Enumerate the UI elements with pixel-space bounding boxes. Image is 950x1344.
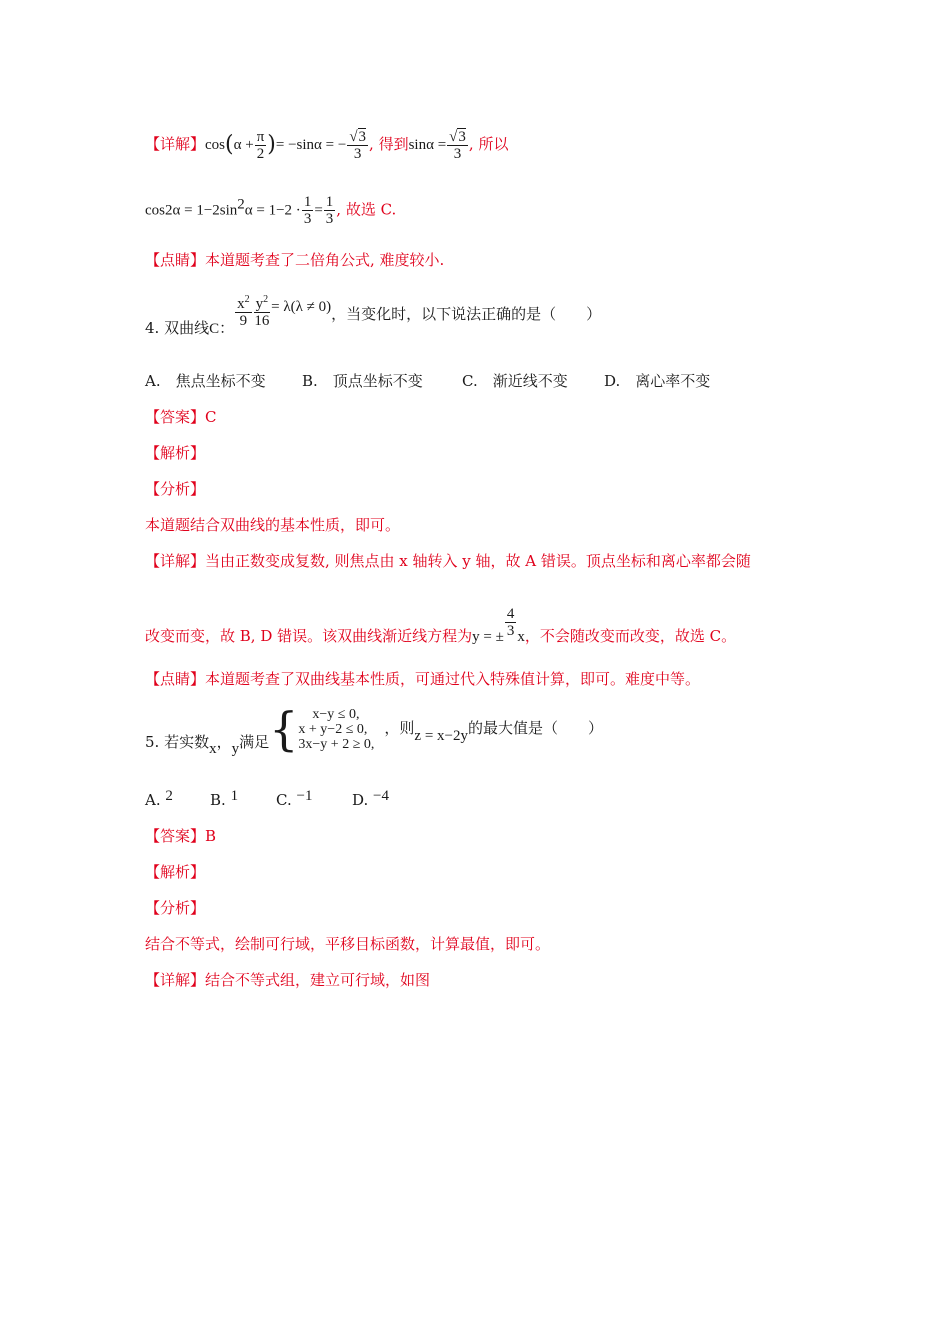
q4-options [145,371,710,391]
fraction-1-over-3-b: $\frac{1}{3}$ [325,194,334,227]
solution-line-2 [145,194,396,227]
q4-math-c: C： [209,320,235,337]
fraction-den: 2 [256,145,265,162]
q4-prefix: 4. 双曲线 [145,318,210,337]
q4-detail-post: ，不会随改变而改变，故选 C。 [524,626,737,645]
fraction-pi-over-2 [255,129,267,162]
q4-detail-line-2 [145,606,737,645]
fraction-den: 3 [453,146,462,162]
paren-close: ) [267,132,276,157]
math-alpha-plus: α + [233,137,254,153]
q5-math-z: z = x−2y [414,728,468,744]
q5-reasoning-text: 结合不等式，绘制可行域，平移目标函数，计算最值，即可。 [145,935,551,953]
math-cos: cos [205,137,226,153]
q4-math-y: y = ± [472,628,504,645]
q5-analysis-heading: 【解析】 [145,863,206,881]
q5-options [145,790,389,811]
q5-math-y: y [231,741,240,757]
q4-math-rhs: = λ(λ ≠ 0) [271,298,332,315]
question-5 [145,702,603,757]
math-sina-eq: sinα = [408,137,447,153]
q4-answer: 【答案】C [145,408,217,426]
q5-option-c: C. −1 [276,788,313,809]
fraction-num: √3 [349,129,367,145]
q5-math-x: x [209,741,217,757]
q5-prefix: 5. 若实数 [145,733,210,751]
math-rest: α = 1−2 · [244,202,301,219]
fraction-1-over-3: $\frac{1}{3}$ [303,194,312,227]
fraction-num: π [256,128,265,145]
tag-detail: 【详解】 [145,135,206,153]
comment-line-3: 【点睛】本道题考查了二倍角公式, 难度较小. [145,251,445,269]
q4-option-b: B. 顶点坐标不变 [302,372,423,390]
q5-detail: 【详解】结合不等式组，建立可行域，如图 [145,971,431,989]
inequality-1: x−y ≤ 0, [312,706,360,722]
text-get: , 得到 [369,135,409,153]
fraction-sqrt3-over-3 [347,128,368,162]
q5-option-a: A. 2 [145,788,173,809]
q4-option-a: A. 焦点坐标不变 [145,372,266,390]
fraction-den: 3 [353,146,362,162]
math-eq: = [314,202,323,219]
q5-suffix: 的最大值是（ ） [467,719,603,737]
q4-analysis-heading: 【解析】 [145,444,206,462]
solution-line-1 [145,128,508,162]
q4-comment: 【点睛】本道题考查了双曲线基本性质，可通过代入特殊值计算，即可。难度中等。 [145,670,701,688]
math-eq1: = −sinα = − [275,137,347,153]
text-so: , 所以 [468,135,509,153]
q4-reasoning-text: 本道题结合双曲线的基本性质，即可。 [145,516,401,534]
fraction-sqrt3-over-3-b [447,128,468,162]
inequality-2: x + y−2 ≤ 0, [298,721,368,737]
fraction-4-over-3: $\frac{4}{3}$ [506,606,515,639]
q4-detail-pre: 改变而变，故 B, D 错误。该双曲线渐近线方程为 [145,626,473,645]
inequality-3: 3x−y + 2 ≥ 0, [298,736,375,752]
q5-option-b: B. 1 [210,788,239,809]
q5-mid: 满足 [239,733,270,751]
fraction-y2-over-16: $\frac{y^2}{16}$ [254,294,270,329]
q4-suffix: ，当变化时，以下说法正确的是（ ） [331,304,602,323]
math-exponent: 2 [237,196,245,213]
system-brace: { [269,702,299,756]
question-4 [145,292,602,337]
q4-reasoning-heading: 【分析】 [145,480,206,498]
q4-detail-line-1: 【详解】当由正数变成复数, 则焦点由 x 轴转入 y 轴，故 A 错误。顶点坐标和离心率都会随 [145,552,751,570]
math-cos2a: cos2α = 1−2sin [145,202,238,219]
paren-open: ( [225,132,234,157]
q5-reasoning-heading: 【分析】 [145,899,206,917]
q4-math-x: x [517,628,525,645]
q5-option-d: D. −4 [352,788,390,809]
q4-option-d: D. 离心率不变 [604,372,711,390]
inequality-system [298,707,374,752]
fraction-num: √3 [449,129,466,145]
fraction-x2-over-9: $\frac{x^2}{9}$ [237,294,250,329]
q4-option-c: C. 渐近线不变 [462,372,568,390]
text-choose-c: , 故选 C. [336,200,397,219]
q5-sep: ， [216,733,232,751]
q5-answer: 【答案】B [145,827,217,845]
q5-then: ，则 [384,719,415,737]
